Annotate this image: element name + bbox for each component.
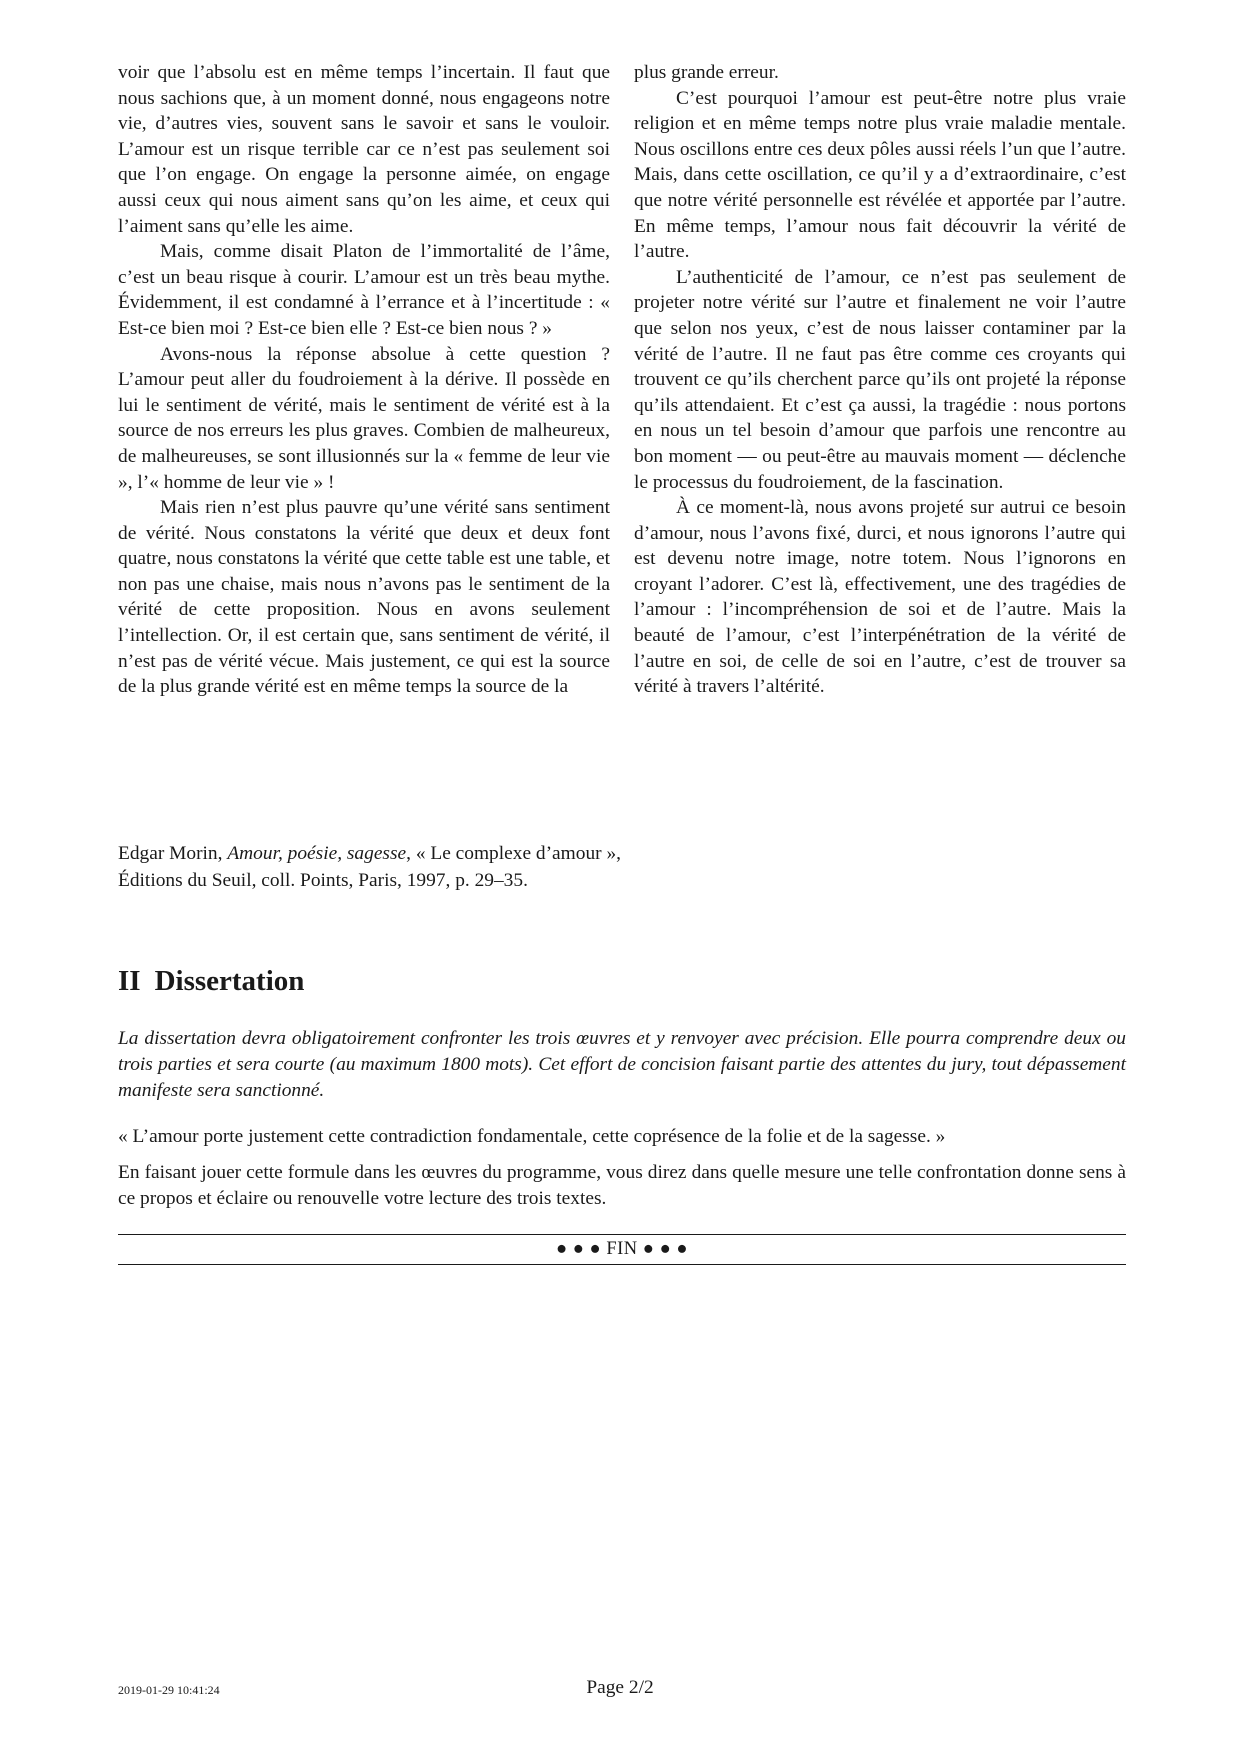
divider-bottom — [118, 1264, 1126, 1265]
excerpt-columns — [118, 60, 1126, 700]
divider-top — [118, 1234, 1126, 1235]
end-marker: ● ● ● FIN ● ● ● — [555, 1239, 689, 1259]
paragraph: Avons-nous la réponse absolue à cette question ? L’amour peut aller du foudroiement à la dérive. Il possède en lui le sentiment de vérité, mais le sentiment de vérité est à la source de nos erreurs les plus graves. Combien de malheureux, de malheureuses, se sont illusionnés sur la « femme de leur vie », l’« homme de leur vie » ! — [118, 343, 610, 493]
subject-prompt: En faisant jouer cette formule dans les œuvres du programme, vous direz dans quelle mesure une telle confrontation donne sens à ce propos et éclaire ou renouvelle votre lecture des trois textes. — [118, 1162, 1126, 1209]
instructions: La dissertation devra obligatoirement confronter les trois œuvres et y renvoyer avec précision. Elle pourra comprendre deux ou trois parties et sera courte (au maximum 1800 mots). Cet effort de concision faisant partie des attentes du jury, tout dépassement manifeste sera sanctionné. — [118, 1028, 1126, 1101]
citation-publisher: Éditions du Seuil, coll. Points, Paris, 1997, p. 29–35. — [118, 870, 528, 891]
citation-line — [118, 840, 1126, 867]
footer-timestamp: 2019-01-29 10:41:24 — [118, 1683, 220, 1697]
section-number: II — [118, 965, 141, 997]
section-title: Dissertation — [154, 965, 305, 997]
right-column — [634, 60, 1126, 700]
source-citation — [118, 840, 1126, 894]
citation-chapter: , « Le complexe d’amour », — [406, 843, 621, 864]
paragraph: L’authenticité de l’amour, ce n’est pas seulement de projeter notre vérité sur l’autre et finalement ne voir l’autre que selon nos yeux, c’est de nous laisser contaminer par la vérité de l’autre. Il ne faut pas être comme ces croyants qui trouvent ce qu’ils cherchent parce qu’ils ont projeté la réponse qu’ils attendaient. Et c’est ça aussi, la tragédie : nous portons en nous un tel besoin d’amour que parfois une rencontre au bon moment — ou peut-être au mauvais moment — déclenche le processus du foudroiement, de la fascination. — [634, 266, 1126, 493]
paragraph: C’est pourquoi l’amour est peut-être notre plus vraie religion et en même temps notre plus vraie maladie mentale. Nous oscillons entre ces deux pôles aussi réels l’un que l’autre. Mais, dans cette oscillation, ce qu’il y a d’extraordinaire, c’est que notre vérité personnelle est révélée et apportée par l’autre. En même temps, l’amour nous fait découvrir la vérité de l’autre. — [634, 87, 1126, 263]
citation-title: Amour, poésie, sagesse — [227, 843, 407, 864]
left-column — [118, 60, 610, 700]
section-heading — [118, 963, 304, 999]
paragraph: plus grande erreur. — [634, 62, 779, 83]
page-number: Page 2/2 — [586, 1677, 654, 1698]
paragraph: Mais rien n’est plus pauvre qu’une vérité sans sentiment de vérité. Nous constatons la vérité que deux et deux font quatre, nous constatons la vérité que cette table est une table, et non pas une chaise, mais nous n’avons pas le sentiment de la vérité de cette proposition. Nous en avons seulement l’intellection. Or, il est certain que, sans sentiment de vérité, il n’est pas de vérité vécue. Mais justement, ce qui est la source de la plus grande vérité est en même temps la source de la — [118, 497, 610, 698]
paragraph: À ce moment-là, nous avons projeté sur autrui ce besoin d’amour, nous l’avons fixé, durci, et nous ignorons l’autre qui est devenu notre image, notre totem. Nous l’ignorons en croyant l’adorer. C’est là, effectivement, une des tragédies de l’amour : l’incompréhension de soi et de l’autre. Mais la beauté de l’amour, c’est l’interpénétration de la vérité de l’autre en soi, de celle de soi en l’autre, c’est de trouver sa vérité à travers l’altérité. — [634, 497, 1126, 698]
citation-author: Edgar Morin, — [118, 843, 228, 864]
paragraph: Mais, comme disait Platon de l’immortalité de l’âme, c’est un beau risque à courir. L’amour est un très beau mythe. Évidemment, il est condamné à l’errance et à l’incertitude : « Est-ce bien moi ? Est-ce bien elle ? Est-ce bien nous ? » — [118, 241, 610, 339]
paragraph: voir que l’absolu est en même temps l’incertain. Il faut que nous sachions que, à un moment donné, nous engageons notre vie, d’autres vies, souvent sans le savoir et sans le vouloir. L’amour est un risque terrible car ce n’est pas seulement soi que l’on engage. On engage la personne aimée, on engage aussi ceux qui nous aiment sans qu’on les aime, et ceux qui l’aiment sans qu’elle les aime. — [118, 62, 610, 237]
subject-quote: « L’amour porte justement cette contradiction fondamentale, cette coprésence de la folie et de la sagesse. » — [118, 1126, 946, 1147]
